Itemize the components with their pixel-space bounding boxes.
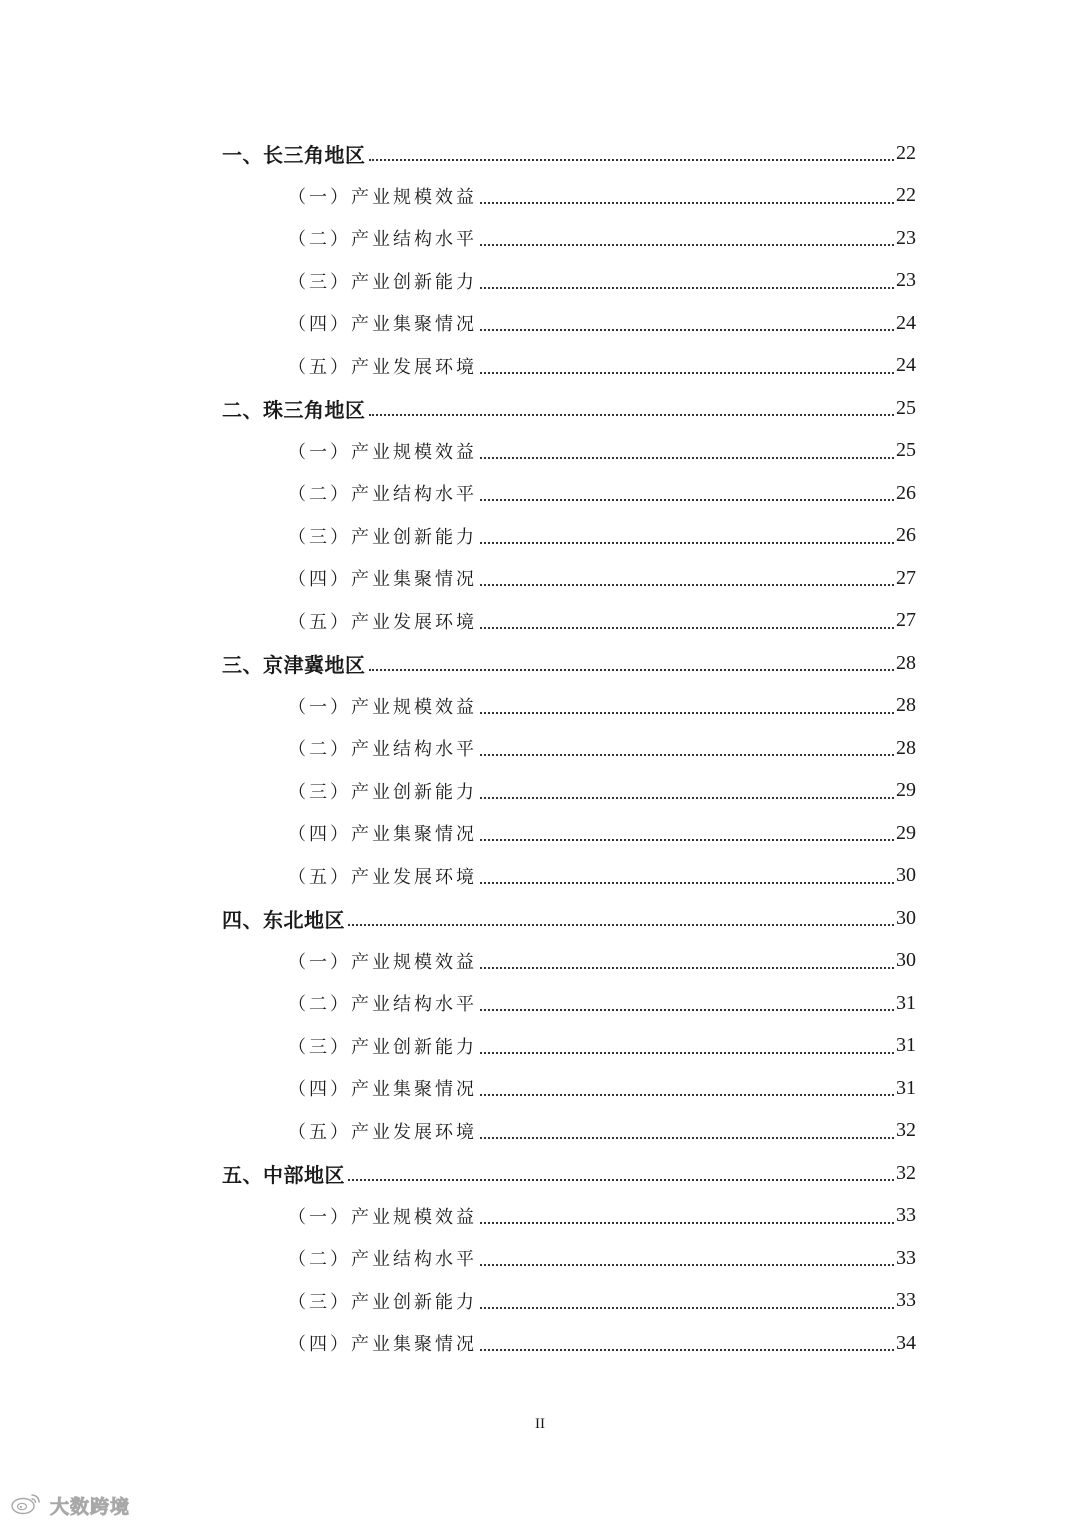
toc-dot-leader <box>480 882 894 884</box>
toc-dot-leader <box>480 1094 894 1096</box>
toc-subsection-entry[interactable] <box>222 600 916 643</box>
toc-entry-label: （五）产业发展环境 <box>288 1121 477 1143</box>
toc-dot-leader <box>480 1349 894 1351</box>
toc-entry-page: 22 <box>896 184 916 207</box>
toc-entry-page: 33 <box>896 1289 916 1312</box>
toc-dot-leader <box>480 542 894 544</box>
toc-entry-page: 24 <box>896 311 916 334</box>
toc-dot-leader <box>369 669 895 671</box>
toc-section-entry[interactable] <box>222 1152 916 1195</box>
toc-entry-page: 27 <box>896 566 916 589</box>
weibo-logo-icon <box>10 1491 44 1519</box>
toc-subsection-entry[interactable] <box>222 472 916 515</box>
toc-subsection-entry[interactable] <box>222 260 916 303</box>
toc-entry-page: 24 <box>896 354 916 377</box>
toc-subsection-entry[interactable] <box>222 727 916 770</box>
toc-dot-leader <box>480 797 894 799</box>
toc-dot-leader <box>480 499 894 501</box>
toc-entry-label: （三）产业创新能力 <box>288 1036 477 1058</box>
toc-subsection-entry[interactable] <box>222 940 916 983</box>
toc-dot-leader <box>480 244 894 246</box>
toc-subsection-entry[interactable] <box>222 812 916 855</box>
toc-section-entry[interactable] <box>222 387 916 430</box>
toc-dot-leader <box>480 627 894 629</box>
toc-entry-page: 34 <box>896 1331 916 1354</box>
toc-entry-page: 23 <box>896 226 916 249</box>
toc-subsection-entry[interactable] <box>222 430 916 473</box>
toc-entry-page: 29 <box>896 779 916 802</box>
toc-entry-label: （二）产业结构水平 <box>288 229 477 251</box>
toc-subsection-entry[interactable] <box>222 1237 916 1280</box>
toc-entry-label: （五）产业发展环境 <box>288 611 477 633</box>
toc-entry-page: 27 <box>896 609 916 632</box>
toc-entry-page: 31 <box>896 991 916 1014</box>
toc-entry-page: 31 <box>896 1076 916 1099</box>
toc-entry-label: （四）产业集聚情况 <box>288 1079 477 1101</box>
toc-section-entry[interactable] <box>222 642 916 685</box>
toc-dot-leader <box>480 202 894 204</box>
toc-dot-leader <box>480 372 894 374</box>
toc-entry-page: 33 <box>896 1246 916 1269</box>
toc-section-entry[interactable] <box>222 132 916 175</box>
toc-section-entry[interactable] <box>222 897 916 940</box>
toc-entry-label: 四、东北地区 <box>222 907 345 932</box>
toc-dot-leader <box>480 1264 894 1266</box>
toc-entry-page: 28 <box>896 736 916 759</box>
toc-entry-label: （五）产业发展环境 <box>288 356 477 378</box>
watermark <box>10 1491 130 1519</box>
toc-dot-leader <box>480 839 894 841</box>
toc-entry-label: 三、京津冀地区 <box>222 652 366 677</box>
toc-subsection-entry[interactable] <box>222 515 916 558</box>
toc-subsection-entry[interactable] <box>222 217 916 260</box>
toc-entry-label: （四）产业集聚情况 <box>288 314 477 336</box>
toc-dot-leader <box>480 584 894 586</box>
toc-entry-page: 26 <box>896 524 916 547</box>
table-of-contents <box>222 132 916 1365</box>
toc-subsection-entry[interactable] <box>222 1280 916 1323</box>
toc-entry-label: （四）产业集聚情况 <box>288 569 477 591</box>
toc-dot-leader <box>369 159 895 161</box>
toc-entry-page: 22 <box>896 141 916 164</box>
toc-entry-page: 28 <box>896 694 916 717</box>
toc-entry-page: 29 <box>896 821 916 844</box>
toc-dot-leader <box>348 924 894 926</box>
toc-subsection-entry[interactable] <box>222 345 916 388</box>
toc-entry-label: （二）产业结构水平 <box>288 739 477 761</box>
toc-subsection-entry[interactable] <box>222 175 916 218</box>
toc-subsection-entry[interactable] <box>222 982 916 1025</box>
toc-entry-page: 28 <box>896 651 916 674</box>
toc-dot-leader <box>480 1307 894 1309</box>
toc-subsection-entry[interactable] <box>222 1322 916 1365</box>
toc-entry-label: （二）产业结构水平 <box>288 1249 477 1271</box>
toc-entry-label: （三）产业创新能力 <box>288 1291 477 1313</box>
toc-dot-leader <box>348 1179 894 1181</box>
toc-entry-page: 31 <box>896 1034 916 1057</box>
toc-entry-label: （一）产业规模效益 <box>288 696 477 718</box>
toc-dot-leader <box>480 1222 894 1224</box>
toc-dot-leader <box>369 414 895 416</box>
toc-entry-label: （二）产业结构水平 <box>288 484 477 506</box>
toc-dot-leader <box>480 457 894 459</box>
toc-dot-leader <box>480 329 894 331</box>
watermark-text: 大数跨境 <box>50 1495 131 1518</box>
toc-entry-label: （四）产业集聚情况 <box>288 824 477 846</box>
toc-subsection-entry[interactable] <box>222 1025 916 1068</box>
toc-entry-page: 33 <box>896 1204 916 1227</box>
toc-entry-label: 五、中部地区 <box>222 1162 345 1187</box>
toc-entry-page: 32 <box>896 1119 916 1142</box>
toc-entry-label: （一）产业规模效益 <box>288 186 477 208</box>
toc-dot-leader <box>480 967 894 969</box>
toc-entry-label: （三）产业创新能力 <box>288 271 477 293</box>
toc-entry-label: （一）产业规模效益 <box>288 441 477 463</box>
toc-entry-label: 二、珠三角地区 <box>222 397 366 422</box>
toc-dot-leader <box>480 1052 894 1054</box>
toc-subsection-entry[interactable] <box>222 855 916 898</box>
toc-dot-leader <box>480 287 894 289</box>
toc-subsection-entry[interactable] <box>222 685 916 728</box>
toc-dot-leader <box>480 1009 894 1011</box>
page-number: II <box>535 1416 545 1432</box>
toc-subsection-entry[interactable] <box>222 302 916 345</box>
toc-subsection-entry[interactable] <box>222 770 916 813</box>
toc-entry-page: 25 <box>896 439 916 462</box>
toc-entry-page: 30 <box>896 949 916 972</box>
toc-entry-label: 一、长三角地区 <box>222 142 366 167</box>
toc-subsection-entry[interactable] <box>222 557 916 600</box>
toc-subsection-entry[interactable] <box>222 1067 916 1110</box>
toc-entry-page: 25 <box>896 396 916 419</box>
toc-entry-page: 32 <box>896 1161 916 1184</box>
toc-dot-leader <box>480 1137 894 1139</box>
toc-entry-label: （五）产业发展环境 <box>288 866 477 888</box>
toc-entry-label: （一）产业规模效益 <box>288 1206 477 1228</box>
toc-subsection-entry[interactable] <box>222 1195 916 1238</box>
toc-entry-page: 30 <box>896 906 916 929</box>
toc-entry-page: 23 <box>896 269 916 292</box>
toc-dot-leader <box>480 712 894 714</box>
toc-entry-label: （三）产业创新能力 <box>288 526 477 548</box>
toc-entry-page: 30 <box>896 864 916 887</box>
toc-dot-leader <box>480 754 894 756</box>
toc-entry-label: （二）产业结构水平 <box>288 994 477 1016</box>
toc-subsection-entry[interactable] <box>222 1110 916 1153</box>
toc-entry-label: （三）产业创新能力 <box>288 781 477 803</box>
toc-entry-label: （四）产业集聚情况 <box>288 1334 477 1356</box>
toc-entry-page: 26 <box>896 481 916 504</box>
toc-entry-label: （一）产业规模效益 <box>288 951 477 973</box>
